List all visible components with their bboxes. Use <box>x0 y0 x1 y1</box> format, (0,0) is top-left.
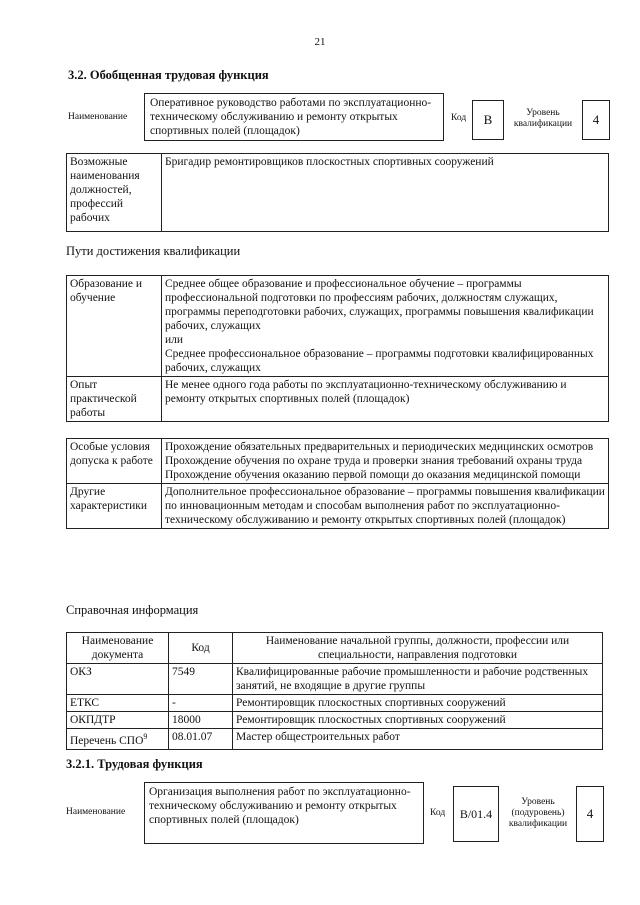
special-conditions-label: Особые условия допуска к работе <box>67 439 162 484</box>
ref-code: 7549 <box>169 664 233 695</box>
code-label: Код <box>451 113 467 123</box>
labor-function-name: Организация выполнения работ по эксплуатационно-техническому обслуживанию и ремонту открытых спортивных полей (площадок) <box>144 782 424 844</box>
ref-name: Ремонтировщик плоскостных спортивных сооружений <box>233 695 603 712</box>
education-line: или <box>165 334 184 346</box>
table-row <box>67 712 603 729</box>
other-characteristics-label: Другие характеристики <box>67 484 162 529</box>
possible-titles-label: Возможные наименования должностей, профессий рабочих <box>67 154 162 232</box>
ref-doc: ЕТКС <box>67 695 169 712</box>
ref-name: Ремонтировщик плоскостных спортивных сооружений <box>233 712 603 729</box>
special-conditions-line: Прохождение обучения оказанию первой помощи до оказания медицинской помощи <box>165 469 581 481</box>
code-label: Код <box>430 808 446 818</box>
other-characteristics-value: Дополнительное профессиональное образование – программы повышения квалификации по инновационным методам и способам выполнения работ по эксплуатационно-техническому обслуживанию и ремонту открытых спортивных полей (площадок) <box>162 484 609 529</box>
ref-doc-cell <box>67 729 169 750</box>
education-value <box>162 276 609 377</box>
page-number: 21 <box>314 36 326 48</box>
code-value: B/01.4 <box>453 786 499 842</box>
education-label: Образование и обучение <box>67 276 162 377</box>
footnote-marker: 9 <box>143 732 148 741</box>
special-conditions-table <box>66 438 609 529</box>
level-value: 4 <box>582 100 610 140</box>
special-conditions-line: Прохождение обучения по охране труда и проверки знания требований охраны труда <box>165 455 583 467</box>
name-label: Наименование <box>66 807 126 817</box>
ref-doc: Перечень СПО <box>70 734 144 747</box>
ref-code: 18000 <box>169 712 233 729</box>
name-label: Наименование <box>68 112 128 122</box>
code-value: B <box>472 100 504 140</box>
qualification-paths-title: Пути достижения квалификации <box>66 244 241 258</box>
section-heading-3-2-1: 3.2.1. Трудовая функция <box>66 757 203 771</box>
table-row <box>67 664 603 695</box>
level-label: Уровень квалификации <box>513 108 573 129</box>
possible-titles-table <box>66 153 609 232</box>
table-row <box>67 695 603 712</box>
qualification-paths-table <box>66 275 609 422</box>
section-heading-3-2: 3.2. Обобщенная трудовая функция <box>68 68 269 82</box>
ref-header-name: Наименование начальной группы, должности, профессии или специальности, направления подготовки <box>233 633 603 664</box>
reference-info-title: Справочная информация <box>66 603 199 617</box>
ref-header-doc: Наименование документа <box>67 633 169 664</box>
ref-code: 08.01.07 <box>169 729 233 750</box>
reference-info-table <box>66 632 603 750</box>
special-conditions-line: Прохождение обязательных предварительных и периодических медицинских осмотров <box>165 441 594 453</box>
possible-titles-value: Бригадир ремонтировщиков плоскостных спортивных сооружений <box>162 154 609 232</box>
ref-doc: ОКПДТР <box>67 712 169 729</box>
ref-doc: ОКЗ <box>67 664 169 695</box>
experience-label: Опыт практической работы <box>67 377 162 422</box>
education-line: Среднее профессиональное образование – программы подготовки квалифицированных рабочих, служащих <box>165 348 594 374</box>
ref-code: - <box>169 695 233 712</box>
ref-name: Мастер общестроительных работ <box>233 729 603 750</box>
level-label: Уровень (подуровень) квалификации <box>508 797 568 829</box>
education-line: Среднее общее образование и профессиональное обучение – программы профессиональной подготовки по профессиям рабочих, должностям служащих, программы переподготовки рабочих, служащих, программы повышения квалификации рабочих, служащих <box>165 278 594 332</box>
experience-value: Не менее одного года работы по эксплуатационно-техническому обслуживанию и ремонту открытых спортивных полей (площадок) <box>162 377 609 422</box>
table-row <box>67 729 603 750</box>
special-conditions-value <box>162 439 609 484</box>
generalized-function-name: Оперативное руководство работами по эксплуатационно-техническому обслуживанию и ремонту открытых спортивных полей (площадок) <box>144 93 444 141</box>
level-value: 4 <box>576 786 604 842</box>
ref-name: Квалифицированные рабочие промышленности и рабочие родственных занятий, не входящие в другие группы <box>233 664 603 695</box>
ref-header-code: Код <box>169 633 233 664</box>
